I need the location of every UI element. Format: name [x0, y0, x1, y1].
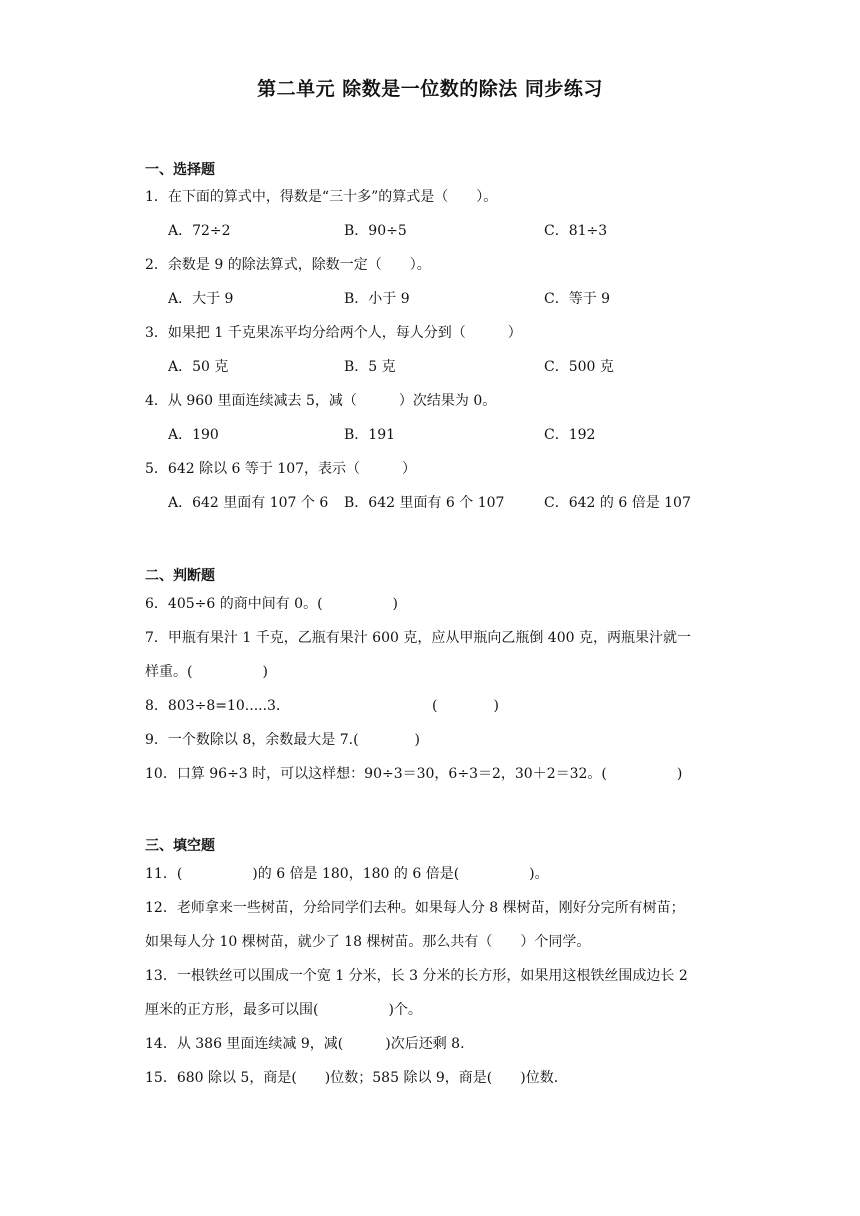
question-3: 3．如果把 1 千克果冻平均分给两个人，每人分到（ ） — [145, 325, 522, 341]
question-12-line-2: 如果每人分 10 棵树苗，就少了 18 棵树苗。那么共有（ ）个同学。 — [145, 934, 591, 950]
section-heading-choice: 一、选择题 — [145, 162, 215, 178]
question-3-option-a: A．50 克 — [168, 359, 229, 375]
question-4: 4．从 960 里面连续减去 5，减（ ）次结果为 0。 — [145, 393, 497, 409]
question-3-option-b: B．5 克 — [344, 359, 396, 375]
question-2: 2．余数是 9 的除法算式，除数一定（ ）。 — [145, 257, 431, 273]
question-13-line-1: 13．一根铁丝可以围成一个宽 1 分米，长 3 分米的长方形，如果用这根铁丝围成边长 2 — [145, 968, 688, 984]
question-5: 5．642 除以 6 等于 107，表示（ ） — [145, 461, 417, 477]
question-13-line-2: 厘米的正方形，最多可以围( )个。 — [145, 1002, 422, 1018]
question-2-option-c: C．等于 9 — [544, 291, 611, 307]
question-1: 1．在下面的算式中，得数是“三十多”的算式是（ ）。 — [145, 189, 498, 205]
question-2-option-a: A．大于 9 — [168, 291, 234, 307]
question-8-answer-blank: ( ) — [432, 698, 499, 714]
question-3-option-c: C．500 克 — [544, 359, 614, 375]
question-4-option-c: C．192 — [544, 427, 596, 443]
page-title: 第二单元 除数是一位数的除法 同步练习 — [257, 78, 603, 100]
question-7-line-2: 样重。( ) — [145, 664, 268, 680]
question-15: 15．680 除以 5，商是( )位数；585 除以 9，商是( )位数． — [145, 1070, 568, 1086]
question-1-option-a: A．72÷2 — [168, 223, 231, 239]
question-2-option-b: B．小于 9 — [344, 291, 410, 307]
question-4-option-a: A．190 — [168, 427, 219, 443]
question-8: 8．803÷8=10.....3． — [145, 698, 290, 714]
question-1-option-b: B．90÷5 — [344, 223, 407, 239]
question-10: 10．口算 96÷3 时，可以这样想：90÷3＝30，6÷3＝2，30＋2＝32。( ) — [145, 766, 683, 782]
question-5-option-b: B．642 里面有 6 个 107 — [344, 495, 505, 511]
question-14: 14．从 386 里面连续减 9，减( )次后还剩 8. — [145, 1036, 465, 1052]
section-heading-judge: 二、判断题 — [145, 568, 215, 584]
question-5-option-c: C．642 的 6 倍是 107 — [544, 495, 691, 511]
question-11: 11．( )的 6 倍是 180，180 的 6 倍是( )。 — [145, 866, 549, 882]
question-9: 9．一个数除以 8，余数最大是 7.( ) — [145, 732, 420, 748]
question-4-option-b: B．191 — [344, 427, 396, 443]
section-heading-fill: 三、填空题 — [145, 838, 215, 854]
question-6: 6．405÷6 的商中间有 0。( ) — [145, 596, 398, 612]
question-12-line-1: 12．老师拿来一些树苗，分给同学们去种。如果每人分 8 棵树苗，刚好分完所有树苗； — [145, 900, 685, 916]
question-7-line-1: 7．甲瓶有果汁 1 千克，乙瓶有果汁 600 克，应从甲瓶向乙瓶倒 400 克，两瓶果汁就一 — [145, 630, 691, 646]
question-1-option-c: C．81÷3 — [544, 223, 608, 239]
question-5-option-a: A．642 里面有 107 个 6 — [168, 495, 329, 511]
